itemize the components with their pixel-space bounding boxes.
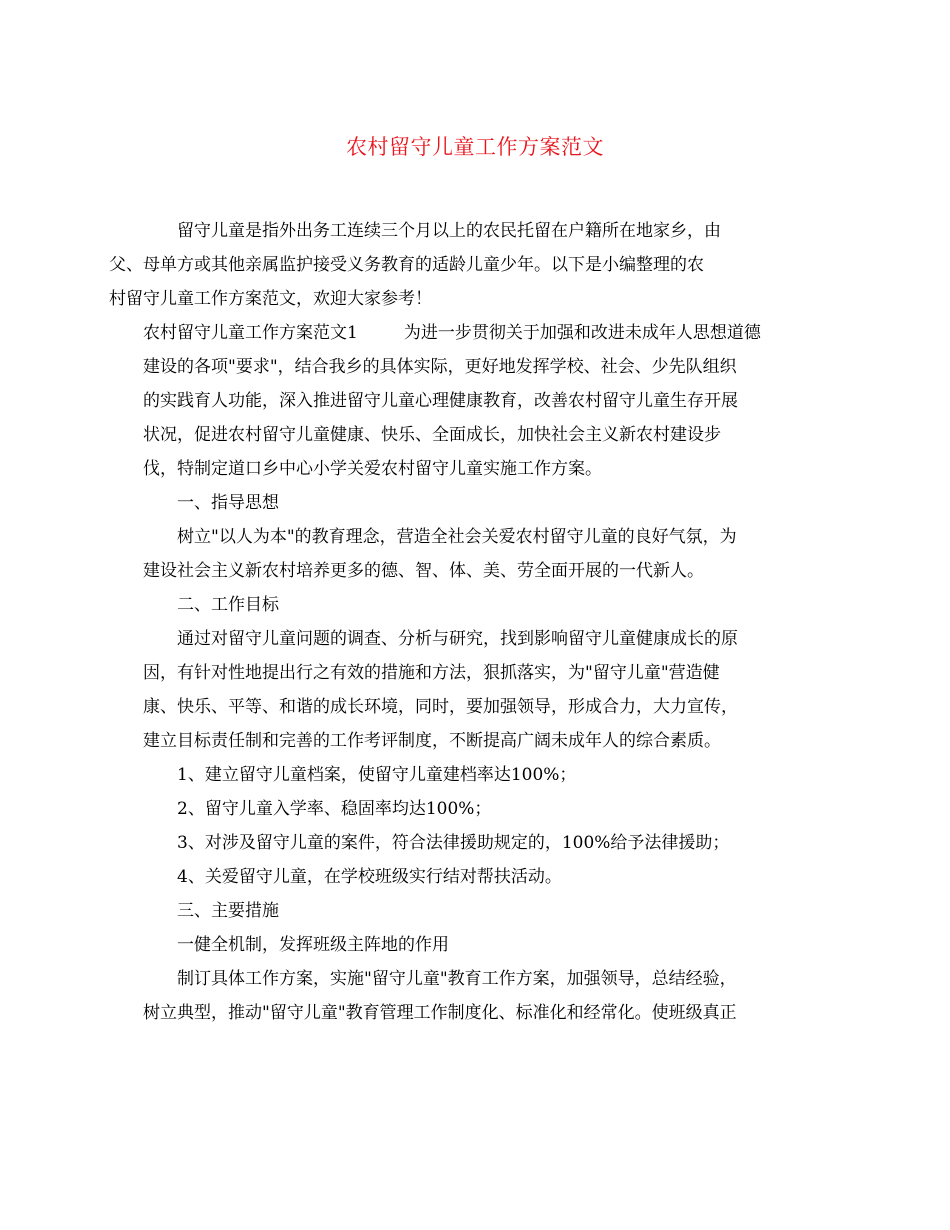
document-body	[109, 214, 809, 1030]
text-line	[143, 316, 809, 350]
text-line: 通过对留守儿童问题的调查、分析与研究，找到影响留守儿童健康成长的原	[177, 629, 738, 649]
text-line: 二、工作目标	[177, 595, 279, 615]
guiding-paragraph	[143, 520, 809, 588]
list-item	[143, 792, 809, 826]
section-heading	[143, 588, 809, 622]
text-segment: 为进一步贯彻关于加强和改进未成年人思想道德	[403, 323, 761, 343]
goal-paragraph	[143, 622, 809, 758]
text-line: 村留守儿童工作方案范文，欢迎大家参考！	[109, 289, 432, 309]
text-line: 父、母单方或其他亲属监护接受义务教育的适龄儿童少年。以下是小编整理的农	[109, 255, 704, 275]
measure-paragraph	[143, 962, 809, 1030]
list-item	[143, 758, 809, 792]
text-line: 康、快乐、平等、和谐的成长环境，同时，要加强领导，形成合力，大力宣传，	[143, 697, 738, 717]
text-line: 树立"以人为本"的教育理念，营造全社会关爱农村留守儿童的良好气氛，为	[177, 527, 737, 547]
text-line: 三、主要措施	[177, 901, 279, 921]
section-heading: 农村留守儿童工作方案范文1	[143, 323, 358, 343]
text-line: 1、建立留守儿童档案，使留守儿童建档率达100%；	[177, 765, 577, 785]
text-line: 建立目标责任制和完善的工作考评制度，不断提高广阔未成年人的综合素质。	[143, 731, 721, 751]
document-title: 农村留守儿童工作方案范文	[346, 135, 604, 159]
intro-paragraph	[109, 214, 809, 316]
subsection-heading	[143, 928, 809, 962]
text-line: 一健全机制，发挥班级主阵地的作用	[177, 935, 449, 955]
text-line: 状况，促进农村留守儿童健康、快乐、全面成长，加快社会主义新农村建设步	[143, 425, 721, 445]
text-line: 建设社会主义新农村培养更多的德、智、体、美、劳全面开展的一代新人。	[143, 561, 704, 581]
list-item	[143, 826, 809, 860]
section-heading	[143, 486, 809, 520]
list-item	[143, 860, 809, 894]
text-line: 2、留守儿童入学率、稳固率均达100%；	[177, 799, 492, 819]
text-line: 树立典型，推动"留守儿童"教育管理工作制度化、标准化和经常化。使班级真正	[143, 1003, 737, 1023]
text-line: 4、关爱留守儿童，在学校班级实行结对帮扶活动。	[177, 867, 562, 887]
section-heading	[143, 894, 809, 928]
text-line: 留守儿童是指外出务工连续三个月以上的农民托留在户籍所在地家乡，由	[177, 221, 721, 241]
text-line: 建设的各项"要求"，结合我乡的具体实际，更好地发挥学校、社会、少先队组织	[143, 357, 737, 377]
text-line: 制订具体工作方案，实施"留守儿童"教育工作方案，加强领导，总结经验，	[177, 969, 737, 989]
text-line: 因，有针对性地提出行之有效的措施和方法，狠抓落实，为"留守儿童"营造健	[143, 663, 720, 683]
section-paragraph	[143, 316, 809, 486]
text-line: 的实践育人功能，深入推进留守儿童心理健康教育，改善农村留守儿童生存开展	[143, 391, 738, 411]
text-line: 伐，特制定道口乡中心小学关爱农村留守儿童实施工作方案。	[143, 459, 602, 479]
text-line: 3、对涉及留守儿童的案件，符合法律援助规定的，100%给予法律援助；	[177, 833, 730, 853]
text-line: 一、指导思想	[177, 493, 279, 513]
